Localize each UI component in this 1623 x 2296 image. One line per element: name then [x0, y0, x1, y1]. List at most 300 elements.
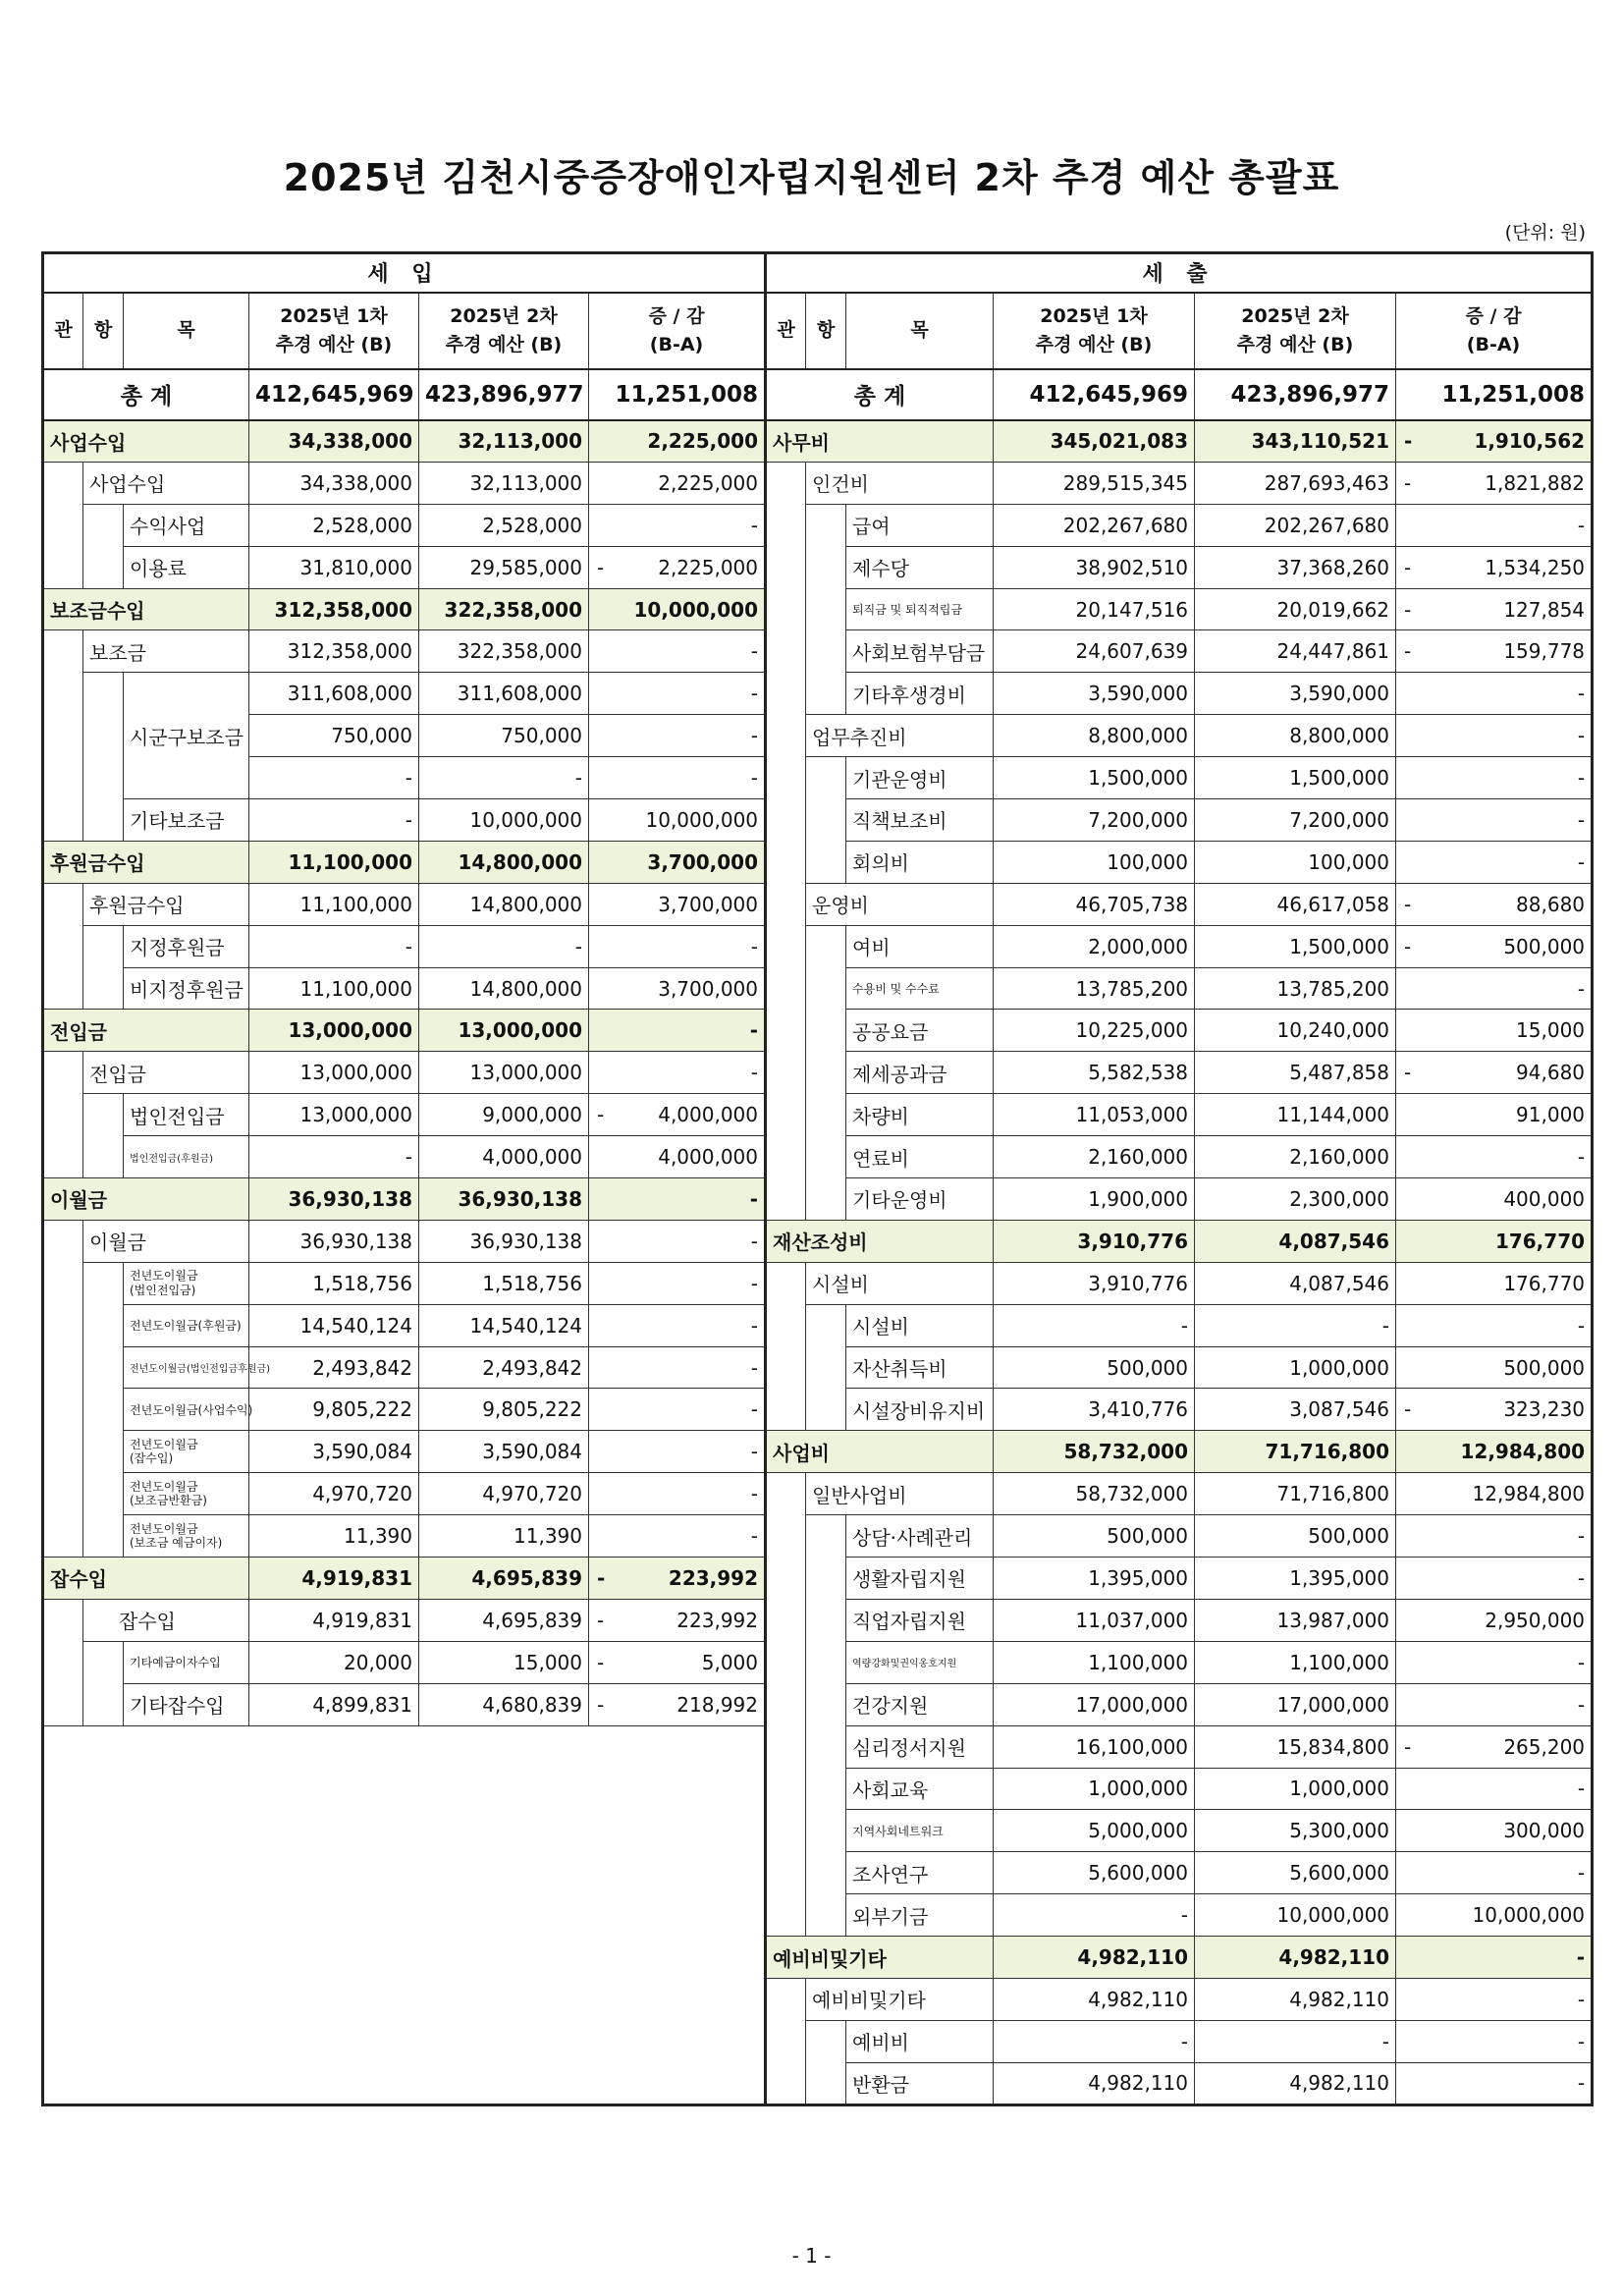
income-r5-v2: 322,358,000: [419, 630, 589, 673]
income-r7-v2: 750,000: [419, 715, 589, 757]
income-r6-diff: [589, 673, 766, 715]
income-r16-v2: 9,000,000: [419, 1094, 589, 1136]
income-total-v1: 412,645,969: [249, 369, 419, 420]
income-r16-v1: 13,000,000: [249, 1094, 419, 1136]
expense-r37-label: [806, 1978, 994, 2020]
income-empty-cell: [589, 2020, 766, 2062]
diff-value: -: [1577, 2071, 1586, 2096]
expense-r23-diff: [1396, 1389, 1593, 1431]
table-row: [43, 1262, 1593, 1304]
table-row: [43, 757, 1593, 799]
expense-r9-v2: 7,200,000: [1195, 799, 1396, 842]
income-r23-diff: [589, 1389, 766, 1431]
row-label-text: 예비비및기타: [812, 1989, 926, 2013]
income-empty-cell: [419, 2062, 589, 2105]
expense-r29-label: [846, 1641, 994, 1683]
diff-value: -: [1577, 807, 1586, 832]
income-gwan-gap: [43, 883, 83, 925]
expense-r21-v2: -: [1195, 1304, 1396, 1346]
income-r17-v2: 4,000,000: [419, 1136, 589, 1178]
income-r29-v2: 15,000: [419, 1641, 589, 1683]
expense-r13-v2: 13,785,200: [1195, 967, 1396, 1010]
expense-r9-v1: 7,200,000: [994, 799, 1195, 842]
diff-value: 12,984,800: [1472, 1482, 1586, 1506]
expense-r36-v2: 4,982,110: [1195, 1937, 1396, 1979]
expense-r30-label: [846, 1683, 994, 1725]
diff-value: 10,000,000: [645, 807, 759, 832]
expense-r8-diff: [1396, 757, 1593, 799]
expense-r2-v2: 202,267,680: [1195, 504, 1396, 546]
expense-hang-gap: [806, 1810, 846, 1852]
expense-r24-diff: [1396, 1431, 1593, 1473]
row-label-text: 전년도이월금(법인전입금후원금): [130, 1364, 271, 1376]
income-hang-gap: [83, 925, 124, 967]
row-label-text: 비지정후원금: [130, 978, 243, 1003]
expense-r34-label: [846, 1852, 994, 1894]
diff-value: 1,910,562: [1474, 429, 1586, 454]
income-r28-label: [83, 1599, 249, 1641]
expense-r10-v1: 100,000: [994, 841, 1195, 883]
diff-value: -: [749, 1186, 759, 1211]
expense-r22-diff: [1396, 1346, 1593, 1389]
row-label-text: 시설비: [812, 1273, 869, 1297]
expense-r14-v1: 10,225,000: [994, 1010, 1195, 1052]
diff-value: 218,992: [676, 1692, 759, 1717]
diff-value: -: [749, 1018, 759, 1043]
expense-gwan-gap: [766, 2020, 806, 2062]
diff-value: 223,992: [668, 1565, 759, 1590]
income-col2-header: 2025년 2차 추경 예산 (B): [419, 293, 589, 369]
expense-r20-label: [806, 1262, 994, 1304]
expense-r20-v1: 3,910,776: [994, 1262, 1195, 1304]
income-empty-cell: [83, 1768, 124, 1810]
income-r0-v1: 34,338,000: [249, 420, 419, 463]
expense-r26-v2: 500,000: [1195, 1515, 1396, 1558]
income-r15-label: [83, 1052, 249, 1094]
expense-r0-label: [766, 420, 994, 463]
expense-hang-gap: [806, 1894, 846, 1937]
expense-r25-label: [806, 1473, 994, 1515]
income-r7-v1: 750,000: [249, 715, 419, 757]
diff-value: 91,000: [1516, 1103, 1586, 1127]
expense-r33-v2: 5,300,000: [1195, 1810, 1396, 1852]
expense-r37-diff: [1396, 1978, 1593, 2020]
income-r27-diff: [589, 1558, 766, 1600]
expense-r4-v1: 20,147,516: [994, 588, 1195, 630]
row-label-text: 전입금: [89, 1062, 146, 1086]
expense-gwan-header: 관: [766, 293, 806, 369]
expense-gwan-gap: [766, 1599, 806, 1641]
income-gwan-gap: [43, 1220, 83, 1262]
income-r25-v1: 4,970,720: [249, 1473, 419, 1515]
expense-r22-label: [846, 1346, 994, 1389]
income-hang-gap: [83, 1473, 124, 1515]
income-r12-label: [124, 925, 249, 967]
expense-r28-label: [846, 1599, 994, 1641]
income-empty-cell: [589, 1894, 766, 1937]
table-row: [43, 799, 1593, 842]
table-row: [43, 1852, 1593, 1894]
expense-r16-v2: 11,144,000: [1195, 1094, 1396, 1136]
minus-sign: -: [1404, 1397, 1412, 1422]
income-gwan-gap: [43, 462, 83, 504]
diff-value: 300,000: [1503, 1819, 1586, 1843]
row-label-text: 시설장비유지비: [852, 1398, 986, 1423]
income-r19-label: [83, 1220, 249, 1262]
expense-r31-v1: 16,100,000: [994, 1725, 1195, 1768]
income-gwan-gap: [43, 925, 83, 967]
income-r9-diff: [589, 799, 766, 842]
income-r21-v2: 14,540,124: [419, 1304, 589, 1346]
row-label-text: 재산조성비: [773, 1230, 868, 1255]
expense-r7-v1: 8,800,000: [994, 715, 1195, 757]
income-r8-v2: -: [419, 757, 589, 799]
income-r15-v1: 13,000,000: [249, 1052, 419, 1094]
expense-hang-gap: [806, 504, 846, 546]
expense-r15-diff: [1396, 1052, 1593, 1094]
diff-value: -: [1577, 1650, 1586, 1674]
income-total-v2: 423,896,977: [419, 369, 589, 420]
table-row: [43, 967, 1593, 1010]
expense-r35-v1: -: [994, 1894, 1195, 1937]
income-empty-cell: [419, 1937, 589, 1979]
income-gwan-gap: [43, 504, 83, 546]
expense-total-diff: 11,251,008: [1396, 369, 1593, 420]
income-empty-cell: [249, 1810, 419, 1852]
row-label-text: 잡수입: [50, 1567, 107, 1592]
income-empty-cell: [43, 1894, 83, 1937]
diff-value: 94,680: [1516, 1061, 1586, 1085]
expense-hang-gap: [806, 2062, 846, 2105]
income-r10-v1: 11,100,000: [249, 841, 419, 883]
expense-r39-v1: 4,982,110: [994, 2062, 1195, 2105]
diff-value: -: [1577, 1565, 1586, 1590]
expense-r16-v1: 11,053,000: [994, 1094, 1195, 1136]
expense-r17-diff: [1396, 1136, 1593, 1178]
income-empty-cell: [589, 1768, 766, 1810]
column-header-row: [43, 293, 1593, 369]
row-label-text: 전년도이월금(사업수익): [130, 1402, 253, 1417]
diff-value: -: [750, 682, 759, 706]
expense-total-label: 총 계: [766, 369, 994, 420]
income-r7-label: [124, 715, 249, 757]
minus-sign: -: [1404, 1734, 1412, 1759]
expense-diff-header: 증 / 감 (B-A): [1396, 293, 1593, 369]
diff-value: -: [750, 1482, 759, 1506]
income-r3-v2: 29,585,000: [419, 546, 589, 588]
expense-r17-v2: 2,160,000: [1195, 1136, 1396, 1178]
income-gwan-gap: [43, 757, 83, 799]
income-empty-cell: [419, 1852, 589, 1894]
expense-r34-v2: 5,600,000: [1195, 1852, 1396, 1894]
expense-gwan-gap: [766, 1978, 806, 2020]
row-label-text: 예비비및기타: [773, 1946, 887, 1971]
row-label-text: 수익사업: [130, 515, 206, 539]
diff-value: -: [1577, 724, 1586, 748]
row-label-text: 사업수입: [50, 430, 127, 455]
income-gwan-gap: [43, 630, 83, 673]
table-row: [43, 925, 1593, 967]
income-r28-diff: [589, 1599, 766, 1641]
table-row: [43, 1346, 1593, 1389]
expense-r10-diff: [1396, 841, 1593, 883]
minus-sign: -: [597, 1608, 605, 1632]
diff-value: 500,000: [1503, 934, 1586, 958]
expense-r12-diff: [1396, 925, 1593, 967]
row-label-text: 차량비: [852, 1104, 909, 1128]
diff-value: 10,000,000: [1472, 1903, 1586, 1928]
income-r17-label: [124, 1136, 249, 1178]
minus-sign: -: [1404, 639, 1412, 664]
income-empty-cell: [83, 1937, 124, 1979]
expense-r37-v1: 4,982,110: [994, 1978, 1195, 2020]
income-r18-diff: [589, 1178, 766, 1221]
income-r9-v2: 10,000,000: [419, 799, 589, 842]
expense-r32-label: [846, 1768, 994, 1810]
minus-sign: -: [597, 555, 605, 579]
expense-r18-diff: [1396, 1178, 1593, 1221]
expense-r7-v2: 8,800,000: [1195, 715, 1396, 757]
income-empty-cell: [124, 1768, 249, 1810]
row-label-text: 전년도이월금: [130, 1521, 198, 1536]
row-label-text: 사업수입: [89, 472, 166, 497]
income-hang-gap: [83, 1346, 124, 1389]
income-empty-cell: [419, 1978, 589, 2020]
expense-r23-v2: 3,087,546: [1195, 1389, 1396, 1431]
income-r20-v1: 1,518,756: [249, 1262, 419, 1304]
minus-sign: -: [597, 1103, 605, 1127]
diff-value: -: [750, 1440, 759, 1464]
table-row: [43, 673, 1593, 715]
expense-gwan-gap: [766, 1894, 806, 1937]
diff-value: 500,000: [1503, 1355, 1586, 1380]
row-label-text: 상담·사례관리: [852, 1525, 973, 1550]
income-r26-v2: 11,390: [419, 1515, 589, 1558]
expense-r36-diff: [1396, 1937, 1593, 1979]
income-r10-label: [43, 841, 249, 883]
expense-r12-label: [846, 925, 994, 967]
income-gwan-gap: [43, 1304, 83, 1346]
expense-r25-v1: 58,732,000: [994, 1473, 1195, 1515]
row-label-text: 조사연구: [852, 1862, 929, 1886]
row-label-text: 전입금: [50, 1019, 107, 1044]
expense-col1-header: 2025년 1차 추경 예산 (B): [994, 293, 1195, 369]
income-empty-cell: [43, 2062, 83, 2105]
expense-r12-v2: 1,500,000: [1195, 925, 1396, 967]
expense-r31-label: [846, 1725, 994, 1768]
income-r26-diff: [589, 1515, 766, 1558]
expense-r11-v2: 46,617,058: [1195, 883, 1396, 925]
income-empty-cell: [83, 2062, 124, 2105]
expense-r20-diff: [1396, 1262, 1593, 1304]
expense-total-v2: 423,896,977: [1195, 369, 1396, 420]
income-gwan-gap: [43, 1683, 83, 1725]
expense-r24-label: [766, 1431, 994, 1473]
income-r14-v2: 13,000,000: [419, 1010, 589, 1052]
income-r28-v2: 4,695,839: [419, 1599, 589, 1641]
income-mok-header: 목: [124, 293, 249, 369]
diff-value: 88,680: [1516, 892, 1586, 916]
income-hang-gap: [83, 1136, 124, 1178]
diff-value: -: [1577, 513, 1586, 537]
income-r4-diff: [589, 588, 766, 630]
expense-r4-v2: 20,019,662: [1195, 588, 1396, 630]
expense-gwan-gap: [766, 630, 806, 673]
diff-value: 323,230: [1503, 1397, 1586, 1422]
expense-r6-diff: [1396, 673, 1593, 715]
row-label-text: 회의비: [852, 851, 909, 876]
income-gwan-gap: [43, 1599, 83, 1641]
income-r3-v1: 31,810,000: [249, 546, 419, 588]
expense-r4-diff: [1396, 588, 1593, 630]
income-gwan-gap: [43, 1473, 83, 1515]
income-gwan-gap: [43, 1346, 83, 1389]
expense-gwan-gap: [766, 1304, 806, 1346]
income-r8-diff: [589, 757, 766, 799]
row-label-text: 법인전입금: [130, 1104, 225, 1128]
row-label-text: 운영비: [812, 894, 869, 918]
expense-r28-diff: [1396, 1599, 1593, 1641]
expense-r17-label: [846, 1136, 994, 1178]
row-label-subtext: (법인전입금): [130, 1283, 196, 1297]
income-r18-v2: 36,930,138: [419, 1178, 589, 1221]
income-gwan-gap: [43, 1641, 83, 1683]
expense-gwan-gap: [766, 715, 806, 757]
expense-r38-diff: [1396, 2020, 1593, 2062]
row-label-text: 시설비: [852, 1315, 909, 1339]
expense-r34-diff: [1396, 1852, 1593, 1894]
income-r8-label: [124, 757, 249, 799]
expense-gwan-gap: [766, 1725, 806, 1768]
row-label-text: 건강지원: [852, 1694, 929, 1719]
row-label-text: 법인전입금(후원금): [130, 1153, 214, 1165]
row-label-text: 연료비: [852, 1146, 909, 1171]
table-row: [43, 1937, 1593, 1979]
income-r19-diff: [589, 1220, 766, 1262]
row-label-text: 사회교육: [852, 1777, 929, 1802]
diff-value: 4,000,000: [658, 1103, 759, 1127]
diff-value: 10,000,000: [633, 597, 759, 622]
diff-value: -: [1577, 766, 1586, 791]
expense-hang-gap: [806, 1304, 846, 1346]
diff-value: 127,854: [1503, 597, 1586, 622]
table-row: [43, 1178, 1593, 1221]
income-gwan-gap: [43, 1431, 83, 1473]
diff-value: -: [1577, 1145, 1586, 1170]
income-r11-diff: [589, 883, 766, 925]
expense-r8-v1: 1,500,000: [994, 757, 1195, 799]
row-label-text: 직책보조비: [852, 809, 947, 834]
income-empty-cell: [43, 1978, 83, 2020]
income-r3-label: [124, 546, 249, 588]
income-r24-diff: [589, 1431, 766, 1473]
income-empty-cell: [124, 1894, 249, 1937]
expense-r9-label: [846, 799, 994, 842]
income-r11-v2: 14,800,000: [419, 883, 589, 925]
diff-value: 3,700,000: [658, 892, 759, 916]
expense-r6-label: [846, 673, 994, 715]
row-label-text: 여비: [852, 936, 891, 960]
income-r24-v2: 3,590,084: [419, 1431, 589, 1473]
income-r30-v2: 4,680,839: [419, 1683, 589, 1725]
expense-r39-label: [846, 2062, 994, 2105]
expense-r10-v2: 100,000: [1195, 841, 1396, 883]
row-label-text: 직업자립지원: [852, 1610, 966, 1634]
expense-r33-v1: 5,000,000: [994, 1810, 1195, 1852]
expense-r17-v1: 2,160,000: [994, 1136, 1195, 1178]
table-row: [43, 1725, 1593, 1768]
expense-hang-gap: [806, 925, 846, 967]
expense-r16-diff: [1396, 1094, 1593, 1136]
row-label-subtext: (보조금반환금): [130, 1494, 207, 1508]
expense-r23-label: [846, 1389, 994, 1431]
income-empty-cell: [249, 2020, 419, 2062]
table-row: [43, 1515, 1593, 1558]
diff-value: -: [1577, 1692, 1586, 1717]
income-r11-label: [83, 883, 249, 925]
page-title: 2025년 김천시중증장애인자립지원센터 2차 추경 예산 총괄표: [283, 156, 1340, 199]
expense-hang-gap: [806, 673, 846, 715]
row-label-text: 이용료: [130, 557, 187, 581]
expense-r1-v1: 289,515,345: [994, 462, 1195, 504]
income-empty-cell: [249, 1978, 419, 2020]
expense-r14-v2: 10,240,000: [1195, 1010, 1396, 1052]
minus-sign: -: [1404, 470, 1412, 495]
table-row: [43, 1641, 1593, 1683]
income-r29-label: [124, 1641, 249, 1683]
income-empty-cell: [43, 1725, 83, 1768]
diff-value: 223,992: [676, 1608, 759, 1632]
expense-hang-gap: [806, 546, 846, 588]
expense-r27-label: [846, 1558, 994, 1600]
table-row: [43, 1473, 1593, 1515]
income-empty-cell: [589, 1978, 766, 2020]
income-r20-v2: 1,518,756: [419, 1262, 589, 1304]
diff-value: 3,700,000: [658, 976, 759, 1001]
expense-r19-diff: [1396, 1220, 1593, 1262]
expense-r29-v1: 1,100,000: [994, 1641, 1195, 1683]
expense-r23-v1: 3,410,776: [994, 1389, 1195, 1431]
income-r27-label: [43, 1558, 249, 1600]
row-label-text: 전년도이월금: [130, 1269, 198, 1284]
income-r21-v1: 14,540,124: [249, 1304, 419, 1346]
income-hang-gap: [83, 1683, 124, 1725]
income-r14-label: [43, 1010, 249, 1052]
income-r15-v2: 13,000,000: [419, 1052, 589, 1094]
expense-r5-label: [846, 630, 994, 673]
expense-r11-diff: [1396, 883, 1593, 925]
income-hang-header: 항: [83, 293, 124, 369]
diff-value: 176,770: [1494, 1229, 1586, 1253]
expense-r2-v1: 202,267,680: [994, 504, 1195, 546]
expense-r30-v1: 17,000,000: [994, 1683, 1195, 1725]
table-row: [43, 546, 1593, 588]
expense-hang-gap: [806, 967, 846, 1010]
income-r29-diff: [589, 1641, 766, 1683]
expense-gwan-gap: [766, 1262, 806, 1304]
minus-sign: -: [1404, 429, 1413, 454]
expense-gwan-gap: [766, 1558, 806, 1600]
expense-hang-gap: [806, 630, 846, 673]
diff-value: -: [750, 766, 759, 791]
expense-r29-diff: [1396, 1641, 1593, 1683]
income-empty-cell: [83, 1810, 124, 1852]
income-r22-v1: 2,493,842: [249, 1346, 419, 1389]
expense-gwan-gap: [766, 2062, 806, 2105]
income-r7-diff: [589, 715, 766, 757]
expense-r13-diff: [1396, 967, 1593, 1010]
diff-value: -: [1577, 2029, 1586, 2053]
